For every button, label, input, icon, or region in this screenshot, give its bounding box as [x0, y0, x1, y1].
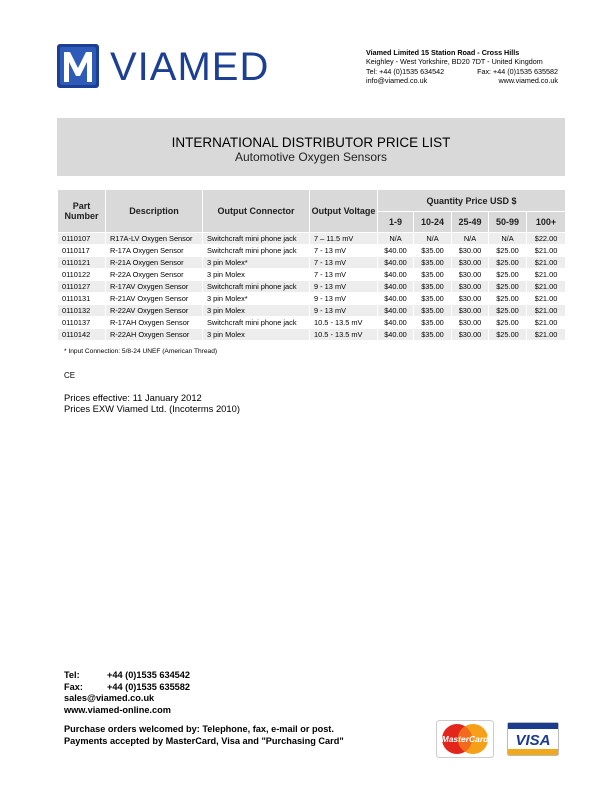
header-output-voltage: Output Voltage [310, 190, 378, 233]
incoterms-note: Prices EXW Viamed Ltd. (Incoterms 2010) [64, 403, 240, 414]
address-tel: Tel: +44 (0)1535 634542 [366, 66, 445, 76]
voltage-cell: 9 - 13 mV [310, 281, 378, 293]
connector-cell: 3 pin Molex* [203, 257, 310, 269]
part-number-cell: 0110131 [58, 293, 106, 305]
price-cell: $25.00 [489, 245, 527, 257]
prices-effective-date: Prices effective: 11 January 2012 [64, 392, 202, 403]
price-cell: $35.00 [414, 245, 452, 257]
voltage-cell: 9 - 13 mV [310, 293, 378, 305]
price-cell: $30.00 [452, 281, 489, 293]
mastercard-logo-icon [436, 720, 494, 758]
description-cell: R-22AH Oxygen Sensor [106, 329, 203, 341]
price-cell: $40.00 [378, 269, 414, 281]
description-cell: R-21A Oxygen Sensor [106, 257, 203, 269]
price-cell: $25.00 [489, 329, 527, 341]
price-cell: N/A [414, 233, 452, 245]
price-cell: $21.00 [527, 305, 566, 317]
price-cell: $30.00 [452, 245, 489, 257]
tel-number: +44 (0)1535 634542 [107, 670, 191, 680]
table-row [58, 245, 566, 257]
price-cell: $35.00 [414, 329, 452, 341]
address-fax: Fax: +44 (0)1535 635582 [477, 66, 558, 76]
price-cell: $40.00 [378, 281, 414, 293]
connector-cell: 3 pin Molex [203, 305, 310, 317]
header-qty-band: 50-99 [489, 212, 527, 233]
header-output-connector: Output Connector [203, 190, 310, 233]
price-cell: $35.00 [414, 317, 452, 329]
voltage-cell: 7 - 13 mV [310, 245, 378, 257]
page-subtitle: Automotive Oxygen Sensors [234, 150, 388, 164]
description-cell: R-21AV Oxygen Sensor [106, 293, 203, 305]
connector-cell: 3 pin Molex [203, 329, 310, 341]
price-cell: N/A [378, 233, 414, 245]
tel-label: Tel: [64, 670, 80, 680]
address-email: info@viamed.co.uk [366, 76, 428, 86]
price-cell: N/A [489, 233, 527, 245]
price-cell: $30.00 [452, 317, 489, 329]
header-qty-band: 1-9 [378, 212, 414, 233]
table-row [58, 293, 566, 305]
address-text: Keighley - West Yorkshire, BD20 7DT - United Kingdom [366, 57, 543, 67]
connector-footnote: * Input Connection: 5/8-24 UNEF (American Thread) [64, 348, 218, 355]
part-number-cell: 0110137 [58, 317, 106, 329]
connector-cell: Switchcraft mini phone jack [203, 245, 310, 257]
price-cell: $21.00 [527, 281, 566, 293]
orders-note [64, 724, 344, 747]
sales-email-link[interactable]: sales@viamed.co.uk [64, 693, 155, 703]
table-row [58, 317, 566, 329]
price-cell: $40.00 [378, 317, 414, 329]
price-effective-notes [64, 392, 240, 414]
price-cell: $25.00 [489, 269, 527, 281]
price-cell: $30.00 [452, 293, 489, 305]
address-line [366, 48, 558, 57]
price-cell: $25.00 [489, 257, 527, 269]
part-number-cell: 0110107 [58, 233, 106, 245]
price-cell: $30.00 [452, 257, 489, 269]
table-row [58, 305, 566, 317]
price-cell: $40.00 [378, 257, 414, 269]
website-link[interactable]: www.viamed-online.com [64, 704, 171, 715]
part-number-cell: 0110142 [58, 329, 106, 341]
price-cell: $22.00 [527, 233, 566, 245]
header-qty-band: 10-24 [414, 212, 452, 233]
connector-cell: 3 pin Molex* [203, 293, 310, 305]
price-cell: $25.00 [489, 305, 527, 317]
viamed-logo-icon [57, 44, 99, 88]
ce-mark-icon: CE [64, 371, 76, 380]
orders-line: Purchase orders welcomed by: Telephone, fax, e-mail or post. [64, 724, 334, 734]
part-number-cell: 0110117 [58, 245, 106, 257]
description-cell: R-22AV Oxygen Sensor [106, 305, 203, 317]
company-logo-text: VIAMED [110, 45, 270, 89]
price-cell: $30.00 [452, 329, 489, 341]
price-cell: $21.00 [527, 245, 566, 257]
header-qty-band: 25-49 [452, 212, 489, 233]
part-number-cell: 0110121 [58, 257, 106, 269]
price-cell: $40.00 [378, 293, 414, 305]
header-description: Description [106, 190, 203, 233]
price-cell: $35.00 [414, 257, 452, 269]
table-row [58, 233, 566, 245]
address-line [366, 76, 558, 85]
mastercard-text: MasterCard [441, 734, 489, 744]
price-table [57, 189, 566, 341]
price-cell: $25.00 [489, 317, 527, 329]
description-cell: R17A-LV Oxygen Sensor [106, 233, 203, 245]
address-website: www.viamed.co.uk [498, 76, 558, 86]
connector-cell: Switchcraft mini phone jack [203, 281, 310, 293]
connector-cell: Switchcraft mini phone jack [203, 317, 310, 329]
description-cell: R-22A Oxygen Sensor [106, 269, 203, 281]
part-number-cell: 0110127 [58, 281, 106, 293]
address-text: Viamed Limited 15 Station Road - Cross Hills [366, 48, 520, 57]
connector-cell: 3 pin Molex [203, 269, 310, 281]
price-cell: $40.00 [378, 305, 414, 317]
price-cell: $25.00 [489, 281, 527, 293]
price-cell: $21.00 [527, 329, 566, 341]
price-cell: $35.00 [414, 305, 452, 317]
contact-block [64, 670, 190, 716]
price-cell: $40.00 [378, 245, 414, 257]
table-row [58, 281, 566, 293]
table-row [58, 257, 566, 269]
payments-line: Payments accepted by MasterCard, Visa and "Purchasing Card" [64, 735, 344, 746]
address-line [366, 57, 558, 66]
price-cell: $21.00 [527, 317, 566, 329]
price-cell: $30.00 [452, 305, 489, 317]
table-row [58, 329, 566, 341]
voltage-cell: 7 – 11.5 mV [310, 233, 378, 245]
visa-text: VISA [515, 732, 551, 749]
visa-logo-icon [507, 722, 559, 756]
description-cell: R-17A Oxygen Sensor [106, 245, 203, 257]
voltage-cell: 9 - 13 mV [310, 305, 378, 317]
header-qty-band: 100+ [527, 212, 566, 233]
price-cell: $21.00 [527, 257, 566, 269]
address-line [366, 67, 558, 76]
price-cell: $40.00 [378, 329, 414, 341]
fax-number: +44 (0)1535 635582 [107, 681, 191, 692]
price-cell: $25.00 [489, 293, 527, 305]
description-cell: R-17AH Oxygen Sensor [106, 317, 203, 329]
table-row [58, 269, 566, 281]
header-quantity-price: Quantity Price USD $ [378, 190, 566, 212]
fax-label: Fax: [64, 681, 83, 692]
connector-cell: Switchcraft mini phone jack [203, 233, 310, 245]
page-title: INTERNATIONAL DISTRIBUTOR PRICE LIST [171, 135, 451, 150]
company-address [366, 48, 558, 86]
price-cell: $21.00 [527, 293, 566, 305]
price-table-body [58, 233, 566, 341]
title-band [57, 118, 565, 176]
price-cell: $35.00 [414, 269, 452, 281]
voltage-cell: 10.5 - 13.5 mV [310, 317, 378, 329]
part-number-cell: 0110122 [58, 269, 106, 281]
voltage-cell: 10.5 - 13.5 mV [310, 329, 378, 341]
price-cell: $35.00 [414, 293, 452, 305]
header-part-number: Part Number [58, 190, 106, 233]
voltage-cell: 7 - 13 mV [310, 257, 378, 269]
voltage-cell: 7 - 13 mV [310, 269, 378, 281]
price-cell: $30.00 [452, 269, 489, 281]
description-cell: R-17AV Oxygen Sensor [106, 281, 203, 293]
price-cell: N/A [452, 233, 489, 245]
price-cell: $21.00 [527, 269, 566, 281]
price-cell: $35.00 [414, 281, 452, 293]
part-number-cell: 0110132 [58, 305, 106, 317]
